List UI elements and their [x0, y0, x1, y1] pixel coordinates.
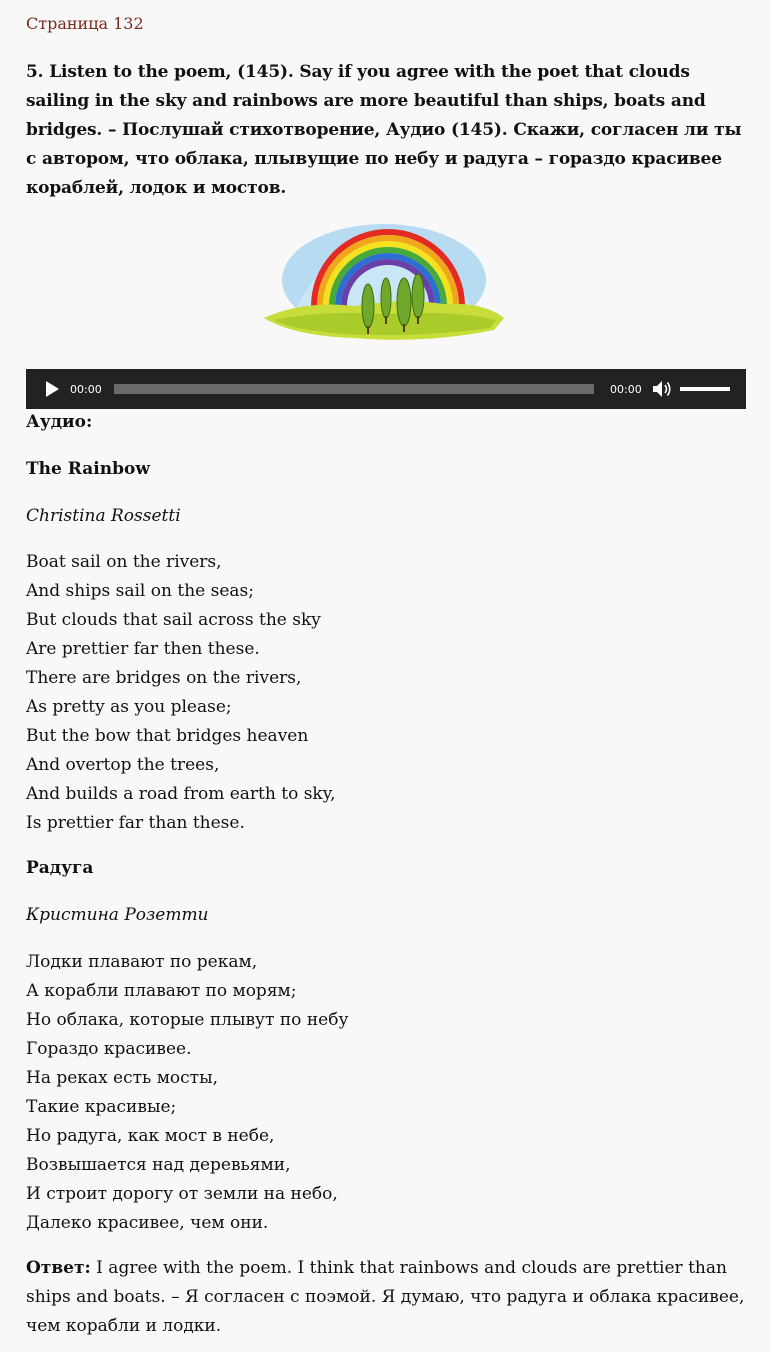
page-label: Страница 132: [26, 14, 144, 33]
poem-line: Are prettier far then these.: [26, 639, 260, 659]
answer-label: Ответ:: [26, 1258, 91, 1278]
task-text: 5. Listen to the poem, (145). Say if you agree with the poet that clouds sailing in the sky and rainbows are more beautiful than ships, boats and bridges. – Послушай стихотворение, Аудио (145). Скажи, согласен ли ты с автором, что облака, плывущие по небу и радуга – гораздо красивее кораблей, лодок и мостов.: [26, 62, 742, 198]
rainbow-illustration: [264, 218, 504, 348]
poem-line: Лодки плавают по рекам,: [26, 952, 258, 972]
audio-label: Аудио:: [26, 412, 93, 432]
poem-line: Далеко красивее, чем они.: [26, 1213, 269, 1233]
poem-line: And ships sail on the seas;: [26, 581, 254, 601]
volume-slider[interactable]: [680, 387, 730, 391]
poem-line: Boat sail on the rivers,: [26, 552, 222, 572]
poem-line: But the bow that bridges heaven: [26, 726, 309, 746]
poem-line: И строит дорогу от земли на небо,: [26, 1184, 338, 1204]
total-time: 00:00: [610, 382, 642, 396]
poem-en-author: Christina Rossetti: [26, 506, 181, 526]
current-time: 00:00: [70, 382, 102, 396]
play-button[interactable]: [42, 379, 62, 399]
answer-block: [26, 1254, 746, 1341]
poem-line: Is prettier far than these.: [26, 813, 245, 833]
poem-line: На реках есть мосты,: [26, 1068, 219, 1088]
poem-line: Возвышается над деревьями,: [26, 1155, 291, 1175]
poem-line: Такие красивые;: [26, 1097, 177, 1117]
poem-ru-author: Кристина Розетти: [26, 905, 209, 925]
poem-line: There are bridges on the rivers,: [26, 668, 302, 688]
poem-ru-lines: [26, 948, 348, 1238]
speaker-icon: [653, 380, 673, 398]
poem-ru-title: Радуга: [26, 858, 94, 878]
audio-player[interactable]: [26, 369, 746, 409]
poem-line: But clouds that sail across the sky: [26, 610, 321, 630]
poem-line: And builds a road from earth to sky,: [26, 784, 336, 804]
progress-track[interactable]: [114, 384, 594, 394]
mute-button[interactable]: [652, 379, 674, 399]
poem-en-lines: [26, 548, 335, 838]
poem-line: As pretty as you please;: [26, 697, 232, 717]
poem-en-title: The Rainbow: [26, 459, 150, 479]
poem-line: Гораздо красивее.: [26, 1039, 192, 1059]
answer-text: I agree with the poem. I think that rainbows and clouds are prettier than ships and boats. – Я согласен с поэмой. Я думаю, что радуга и облака красивее, чем корабли и лодки.: [26, 1258, 745, 1336]
poem-line: Но облака, которые плывут по небу: [26, 1010, 349, 1030]
poem-line: А корабли плавают по морям;: [26, 981, 297, 1001]
play-icon: [45, 381, 59, 397]
poem-line: And overtop the trees,: [26, 755, 220, 775]
poem-line: Но радуга, как мост в небе,: [26, 1126, 275, 1146]
